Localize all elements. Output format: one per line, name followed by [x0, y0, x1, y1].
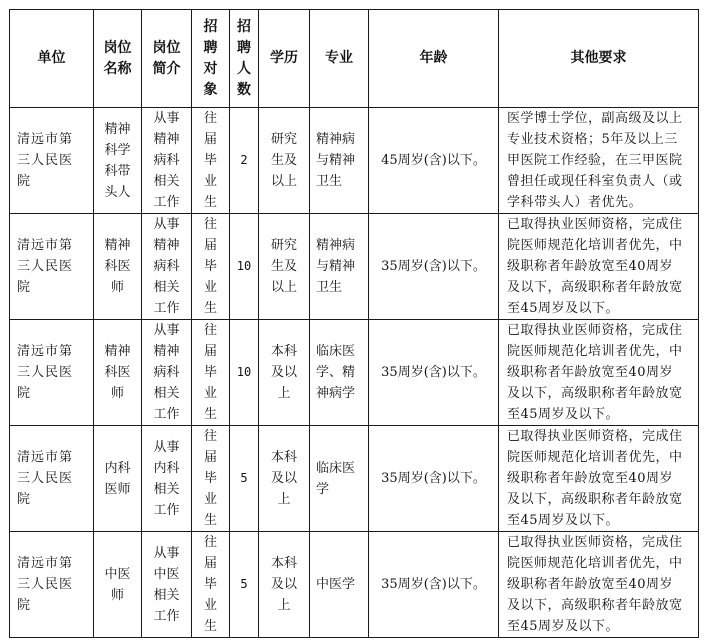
header-text-line: 年龄 [419, 50, 448, 66]
cell-text-line: 科医 [104, 259, 131, 274]
header-recruit-target [192, 10, 230, 108]
cell-text-line: 至45周岁及以下。 [507, 513, 620, 528]
cell-text-line: 研究 [270, 238, 297, 253]
cell-text-line: 师 [110, 280, 124, 295]
cell-text-line: 三人民医 [17, 153, 74, 168]
cell-text-line: 毕 [203, 365, 217, 380]
cell-major [310, 108, 369, 214]
cell-text-line: 届 [203, 238, 217, 253]
cell-major [310, 532, 369, 638]
cell-text-line: 三人民医 [17, 259, 74, 274]
cell-age: 35周岁(含)以下。 [369, 214, 499, 320]
cell-text-line: 届 [203, 132, 217, 147]
cell-position-name [94, 426, 142, 532]
header-position-intro [142, 10, 192, 108]
cell-text-line: 及以下，高级职称者年龄放宽 [507, 492, 683, 507]
header-text-line: 象 [203, 81, 218, 98]
cell-text-line: 至45周岁及以下。 [507, 407, 620, 422]
cell-text-line: 工作 [153, 301, 180, 316]
cell-text-line: 学科带头人）者优先。 [507, 195, 643, 210]
cell-text-line: 已取得执业医师资格，完成住 [507, 323, 683, 338]
cell-position-name [94, 108, 142, 214]
cell-other-requirements [499, 320, 699, 426]
header-text-line: 其他要求 [570, 50, 627, 66]
cell-text-line: 精神 [153, 344, 180, 359]
cell-text-line: 中医 [104, 566, 131, 582]
cell-text-line: 上 [277, 598, 291, 613]
cell-text-line: 清远市第 [17, 344, 74, 359]
cell-text-line: 甲医院工作经验，在三甲医院 [507, 153, 683, 168]
table-row [10, 320, 699, 426]
cell-text-line: 生 [203, 619, 217, 634]
cell-text-line: 工作 [153, 608, 180, 624]
cell-text-line: 院医师规范化培训者优先，中 [507, 556, 683, 571]
cell-text-line: 临床医 [316, 460, 356, 476]
cell-text-line: 与精神 [316, 259, 356, 274]
cell-text-line: 已取得执业医师资格，完成住 [507, 429, 683, 444]
cell-text-line: 与精神 [316, 153, 356, 168]
cell-education [259, 320, 310, 426]
header-text-line: 学历 [270, 50, 298, 66]
cell-text-line: 内科 [104, 460, 131, 476]
cell-text-line: 学、精 [316, 365, 356, 380]
cell-text-line: 至45周岁及以下。 [507, 301, 620, 316]
cell-position-name [94, 532, 142, 638]
header-age [369, 10, 499, 108]
header-text-line: 数 [237, 81, 251, 98]
cell-text-line: 生及 [270, 259, 297, 274]
cell-text-line: 院医师规范化培训者优先，中 [507, 450, 683, 465]
cell-text-line: 届 [203, 450, 217, 465]
cell-text-line: 本科 [270, 450, 297, 465]
cell-text-line: 从事 [153, 545, 180, 561]
cell-text-line: 医师 [104, 481, 131, 497]
cell-text-line: 本科 [270, 556, 297, 571]
cell-text-line: 业 [203, 174, 217, 189]
cell-recruit-target [192, 214, 230, 320]
cell-text-line: 级职称者年龄放宽至40周岁 [507, 471, 674, 486]
cell-text-line: 级职称者年龄放宽至40周岁 [507, 365, 674, 380]
cell-text-line: 及以 [270, 577, 297, 592]
cell-position-intro [142, 108, 192, 214]
cell-recruit-count: 2 [230, 108, 259, 214]
table-row [10, 214, 699, 320]
cell-unit [10, 532, 94, 638]
cell-text-line: 往 [203, 323, 217, 338]
cell-text-line: 业 [203, 280, 217, 295]
cell-text-line: 科学 [104, 142, 131, 158]
cell-text-line: 精神 [104, 238, 131, 253]
table-row [10, 532, 699, 638]
cell-text-line: 院医师规范化培训者优先，中 [507, 344, 683, 359]
cell-text-line: 级职称者年龄放宽至40周岁 [507, 577, 674, 592]
cell-text-line: 本科 [270, 344, 297, 359]
header-text-line: 聘 [237, 39, 251, 56]
cell-recruit-count: 5 [230, 532, 259, 638]
cell-text-line: 生 [203, 513, 217, 528]
cell-text-line: 级职称者年龄放宽至40周岁 [507, 259, 674, 274]
header-text-line: 简介 [152, 60, 181, 77]
cell-education [259, 426, 310, 532]
table-body [10, 108, 699, 638]
header-text-line: 专业 [325, 50, 353, 66]
header-text-line: 招 [203, 18, 218, 35]
cell-text-line: 毕 [203, 153, 217, 168]
cell-text-line: 相关 [153, 386, 180, 401]
cell-text-line: 临床医 [316, 344, 356, 359]
cell-recruit-target [192, 108, 230, 214]
header-text-line: 招 [237, 18, 251, 35]
recruitment-table [9, 9, 699, 638]
cell-other-requirements [499, 108, 699, 214]
cell-text-line: 院 [17, 598, 32, 613]
cell-text-line: 至45周岁及以下。 [507, 619, 620, 634]
cell-text-line: 三人民医 [17, 365, 74, 380]
cell-text-line: 从事 [153, 323, 180, 338]
cell-text-line: 往 [203, 217, 217, 232]
cell-text-line: 精神 [104, 344, 131, 359]
cell-text-line: 三人民医 [17, 577, 74, 592]
cell-age: 35周岁(含)以下。 [369, 532, 499, 638]
cell-position-name [94, 320, 142, 426]
cell-text-line: 生 [203, 407, 217, 422]
cell-text-line: 工作 [153, 502, 180, 518]
cell-major [310, 214, 369, 320]
cell-position-intro [142, 426, 192, 532]
cell-recruit-target [192, 320, 230, 426]
cell-text-line: 业 [203, 492, 217, 507]
cell-text-line: 届 [203, 344, 217, 359]
cell-unit [10, 320, 94, 426]
cell-text-line: 以上 [270, 280, 297, 295]
cell-text-line: 毕 [203, 577, 217, 592]
cell-text-line: 及以 [270, 365, 297, 380]
cell-recruit-target [192, 426, 230, 532]
table-row [10, 426, 699, 532]
cell-text-line: 清远市第 [17, 132, 74, 147]
cell-major [310, 426, 369, 532]
cell-text-line: 毕 [203, 471, 217, 486]
cell-position-intro [142, 320, 192, 426]
cell-text-line: 清远市第 [17, 556, 74, 571]
header-position-name [94, 10, 142, 108]
cell-text-line: 病科 [153, 259, 180, 274]
cell-text-line: 科带 [104, 163, 131, 179]
cell-text-line: 清远市第 [17, 450, 74, 465]
header-unit [10, 10, 94, 108]
cell-text-line: 生 [203, 195, 217, 210]
cell-text-line: 病科 [153, 365, 180, 380]
cell-text-line: 及以下，高级职称者年龄放宽 [507, 598, 683, 613]
header-text-line: 名称 [103, 60, 132, 77]
cell-other-requirements [499, 214, 699, 320]
cell-position-name [94, 214, 142, 320]
cell-text-line: 已取得执业医师资格，完成住 [507, 217, 683, 232]
cell-age: 35周岁(含)以下。 [369, 426, 499, 532]
cell-education [259, 532, 310, 638]
cell-text-line: 相关 [153, 174, 180, 189]
cell-text-line: 生 [203, 301, 217, 316]
cell-text-line: 医学博士学位，副高级及以上 [507, 111, 683, 126]
cell-unit [10, 214, 94, 320]
cell-text-line: 曾担任或现任科室负责人（或 [507, 174, 683, 189]
cell-unit [10, 108, 94, 214]
cell-text-line: 师 [110, 386, 124, 401]
cell-text-line: 工作 [153, 195, 180, 210]
header-text-line: 聘 [203, 39, 218, 56]
cell-text-line: 病科 [153, 153, 180, 168]
cell-text-line: 专业技术资格；5年及以上三 [507, 132, 678, 147]
cell-age: 35周岁(含)以下。 [369, 320, 499, 426]
cell-text-line: 院 [17, 280, 32, 295]
cell-recruit-count: 5 [230, 426, 259, 532]
cell-text-line: 学 [316, 481, 330, 497]
cell-text-line: 毕 [203, 259, 217, 274]
header-text-line: 单位 [37, 50, 66, 66]
cell-text-line: 精神 [153, 238, 180, 253]
cell-text-line: 卫生 [316, 174, 343, 189]
cell-text-line: 院 [17, 492, 32, 507]
cell-text-line: 上 [277, 492, 291, 507]
cell-text-line: 精神 [153, 132, 180, 147]
cell-other-requirements [499, 532, 699, 638]
cell-text-line: 及以下，高级职称者年龄放宽 [507, 386, 683, 401]
cell-text-line: 业 [203, 386, 217, 401]
header-major [310, 10, 369, 108]
cell-text-line: 院 [17, 174, 32, 189]
cell-major [310, 320, 369, 426]
cell-recruit-count: 10 [230, 214, 259, 320]
header-recruit-count [230, 10, 259, 108]
cell-text-line: 内科 [153, 460, 180, 476]
cell-text-line: 卫生 [316, 280, 343, 295]
cell-text-line: 精神 [104, 121, 131, 137]
cell-text-line: 上 [277, 386, 291, 401]
cell-text-line: 院医师规范化培训者优先，中 [507, 238, 683, 253]
cell-text-line: 师 [110, 587, 124, 603]
cell-other-requirements [499, 426, 699, 532]
cell-text-line: 相关 [153, 280, 180, 295]
cell-text-line: 清远市第 [17, 238, 74, 253]
header-text-line: 岗位 [103, 39, 132, 56]
cell-position-intro [142, 532, 192, 638]
header-education [259, 10, 310, 108]
cell-text-line: 相关 [153, 481, 180, 497]
cell-text-line: 业 [203, 598, 217, 613]
header-row [10, 10, 699, 108]
cell-unit [10, 426, 94, 532]
cell-position-intro [142, 214, 192, 320]
cell-text-line: 中医学 [316, 577, 356, 592]
cell-text-line: 及以 [270, 471, 297, 486]
header-other-requirements [499, 10, 699, 108]
cell-age: 45周岁(含)以下。 [369, 108, 499, 214]
cell-text-line: 及以下，高级职称者年龄放宽 [507, 280, 683, 295]
cell-text-line: 中医 [153, 566, 180, 582]
cell-text-line: 从事 [153, 439, 180, 455]
cell-text-line: 精神病 [316, 238, 356, 253]
cell-recruit-count: 10 [230, 320, 259, 426]
cell-text-line: 从事 [153, 111, 180, 126]
cell-education [259, 214, 310, 320]
cell-text-line: 科医 [104, 365, 131, 380]
cell-text-line: 往 [203, 429, 217, 444]
header-text-line: 人 [237, 60, 251, 77]
cell-text-line: 生及 [270, 153, 297, 168]
cell-text-line: 往 [203, 535, 217, 550]
cell-text-line: 精神病 [316, 132, 356, 147]
cell-text-line: 研究 [270, 132, 297, 147]
cell-text-line: 从事 [153, 217, 180, 232]
cell-text-line: 神病学 [316, 386, 356, 401]
cell-text-line: 往 [203, 111, 217, 126]
header-text-line: 岗位 [152, 39, 181, 56]
cell-text-line: 已取得执业医师资格，完成住 [507, 535, 683, 550]
cell-text-line: 届 [203, 556, 217, 571]
table-row [10, 108, 699, 214]
cell-text-line: 头人 [104, 184, 131, 200]
cell-text-line: 三人民医 [17, 471, 74, 486]
cell-recruit-target [192, 532, 230, 638]
header-text-line: 对 [203, 60, 218, 77]
cell-text-line: 院 [17, 386, 32, 401]
cell-text-line: 相关 [153, 587, 180, 603]
cell-text-line: 工作 [153, 407, 180, 422]
cell-text-line: 以上 [270, 174, 297, 189]
cell-education [259, 108, 310, 214]
